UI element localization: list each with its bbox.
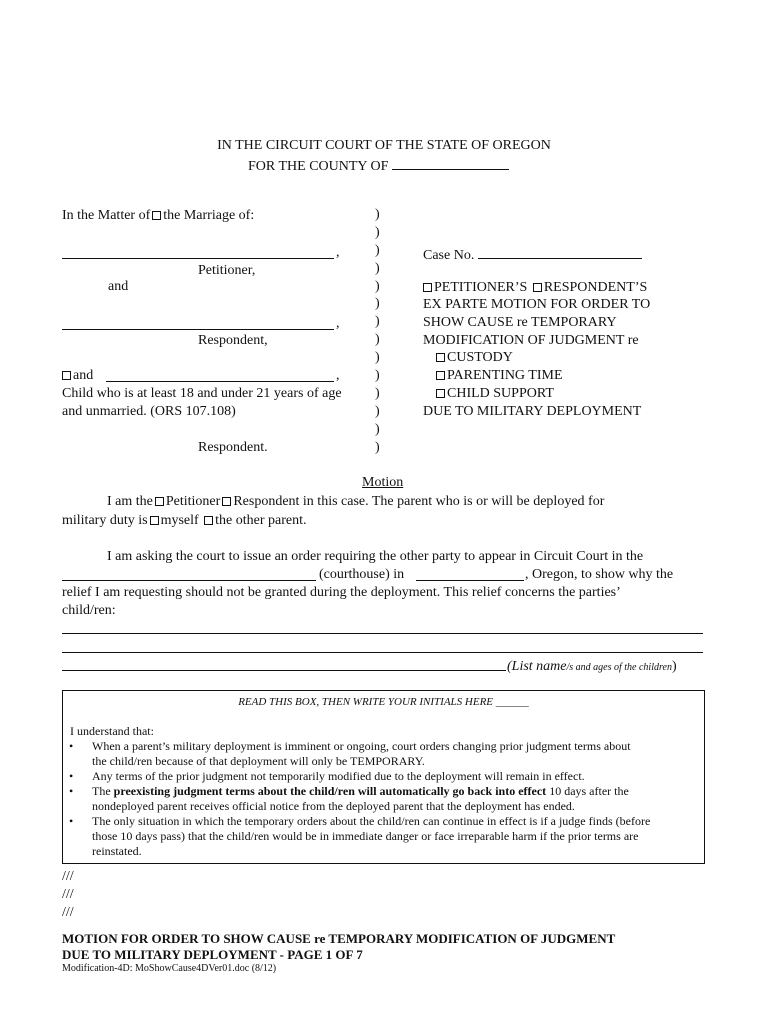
child-and-line: and [62, 368, 93, 384]
notice-box-header: READ THIS BOX, THEN WRITE YOUR INITIALS HERE ______ [238, 696, 529, 708]
deployed-myself-checkbox[interactable] [150, 516, 159, 525]
custody-checkbox[interactable] [436, 353, 445, 362]
notice-bullets [63, 739, 703, 859]
motion-heading: Motion [362, 475, 404, 490]
notice-intro: I understand that: [70, 724, 154, 738]
children-list-note: (List name/s and ages of the children) [507, 659, 677, 674]
motion-paragraph-2-line-4: child/ren: [62, 603, 116, 618]
notice-bullet-2: • Any terms of the prior judgment not temporarily modified due to the deployment will remain in effect. [63, 769, 703, 784]
case-number-line: Case No. [423, 245, 642, 264]
child-description-2: and unmarried. (ORS 107.108) [62, 404, 236, 419]
comma-2: , [336, 316, 340, 331]
continuation-mark-2: /// [62, 887, 74, 902]
child-support-checkbox[interactable] [436, 389, 445, 398]
courthouse-blank[interactable] [62, 580, 316, 581]
petitioner-label: Petitioner, [198, 263, 256, 278]
respondents-checkbox[interactable] [533, 283, 542, 292]
child-checkbox[interactable] [62, 371, 71, 380]
city-blank[interactable] [416, 580, 524, 581]
notice-bullet-1: • When a parent’s military deployment is imminent or ongoing, court orders changing prior judgment terms about the child/ren because of that deployment will only be TEMPORARY. [63, 739, 703, 769]
caption-divider: ) ) ) ) ) ) ) ) ) ) ) ) ) ) [375, 207, 380, 455]
continuation-mark-1: /// [62, 869, 74, 884]
movant-petitioner-checkbox[interactable] [155, 497, 164, 506]
notice-bullet-4: • The only situation in which the temporary orders about the child/ren can continue in effect is if a judge finds (before those 10 days pass) that the child/ren would be in immediate danger or face irreparable harm if the prior terms are reinstated. [63, 814, 703, 859]
courthouse-label: (courthouse) in [319, 567, 405, 582]
footer-title-2: DUE TO MILITARY DEPLOYMENT - PAGE 1 OF 7 [62, 947, 363, 962]
continuation-mark-3: /// [62, 905, 74, 920]
title-line-4: MODIFICATION OF JUDGMENT re [423, 333, 639, 348]
title-line-2: EX PARTE MOTION FOR ORDER TO [423, 297, 651, 312]
custody-option: CUSTODY [436, 350, 513, 366]
children-blank-1[interactable] [62, 633, 703, 634]
footer-title-1: MOTION FOR ORDER TO SHOW CAUSE re TEMPORARY MODIFICATION OF JUDGMENT [62, 931, 616, 946]
marriage-checkbox[interactable] [152, 211, 161, 220]
notice-bullet-3: • The preexisting judgment terms about the child/ren will automatically go back into effect 10 days after the nondeployed parent receives official notice from the deployed parent that the deployment has ended. [63, 784, 703, 814]
petitioners-checkbox[interactable] [423, 283, 432, 292]
children-blank-3[interactable] [62, 670, 506, 671]
county-blank[interactable] [392, 156, 509, 170]
comma-1: , [336, 245, 340, 260]
and-label: and [108, 279, 129, 294]
title-line-1: PETITIONER’S RESPONDENT’S [423, 280, 647, 296]
respondent-label-2: Respondent. [198, 440, 268, 455]
respondent-name-blank[interactable] [62, 329, 334, 330]
deployed-other-parent-checkbox[interactable] [204, 516, 213, 525]
petitioner-name-blank[interactable] [62, 258, 334, 259]
motion-paragraph-1-line-1: I am the Petitioner Respondent in this case. The parent who is or will be deployed for [107, 494, 605, 509]
title-line-3: SHOW CAUSE re TEMPORARY [423, 315, 617, 330]
child-description-1: Child who is at least 18 and under 21 years of age [62, 386, 342, 401]
child-name-blank[interactable] [106, 381, 334, 382]
comma-3: , [336, 368, 340, 383]
footer-form-id: Modification-4D: MoShowCause4DVer01.doc (8/12) [62, 963, 277, 974]
case-number-blank[interactable] [478, 245, 642, 259]
parenting-time-option: PARENTING TIME [436, 368, 563, 384]
respondent-label-1: Respondent, [198, 333, 268, 348]
motion-paragraph-2-line-3: relief I am requesting should not be granted during the deployment. This relief concerns the parties’ [62, 585, 621, 600]
matter-line: In the Matter of the Marriage of: [62, 208, 255, 223]
oregon-label: , Oregon, to show why the [525, 567, 674, 582]
county-line: FOR THE COUNTY OF [248, 156, 509, 175]
parenting-time-checkbox[interactable] [436, 371, 445, 380]
children-blank-2[interactable] [62, 652, 703, 653]
motion-paragraph-2-line-1: I am asking the court to issue an order requiring the other party to appear in Circuit Court in the [107, 549, 644, 564]
title-line-due-to: DUE TO MILITARY DEPLOYMENT [423, 404, 642, 419]
child-support-option: CHILD SUPPORT [436, 386, 554, 402]
court-heading: IN THE CIRCUIT COURT OF THE STATE OF OREGON [217, 138, 551, 153]
motion-paragraph-1-line-2: military duty is myself the other parent. [62, 513, 307, 528]
movant-respondent-checkbox[interactable] [222, 497, 231, 506]
